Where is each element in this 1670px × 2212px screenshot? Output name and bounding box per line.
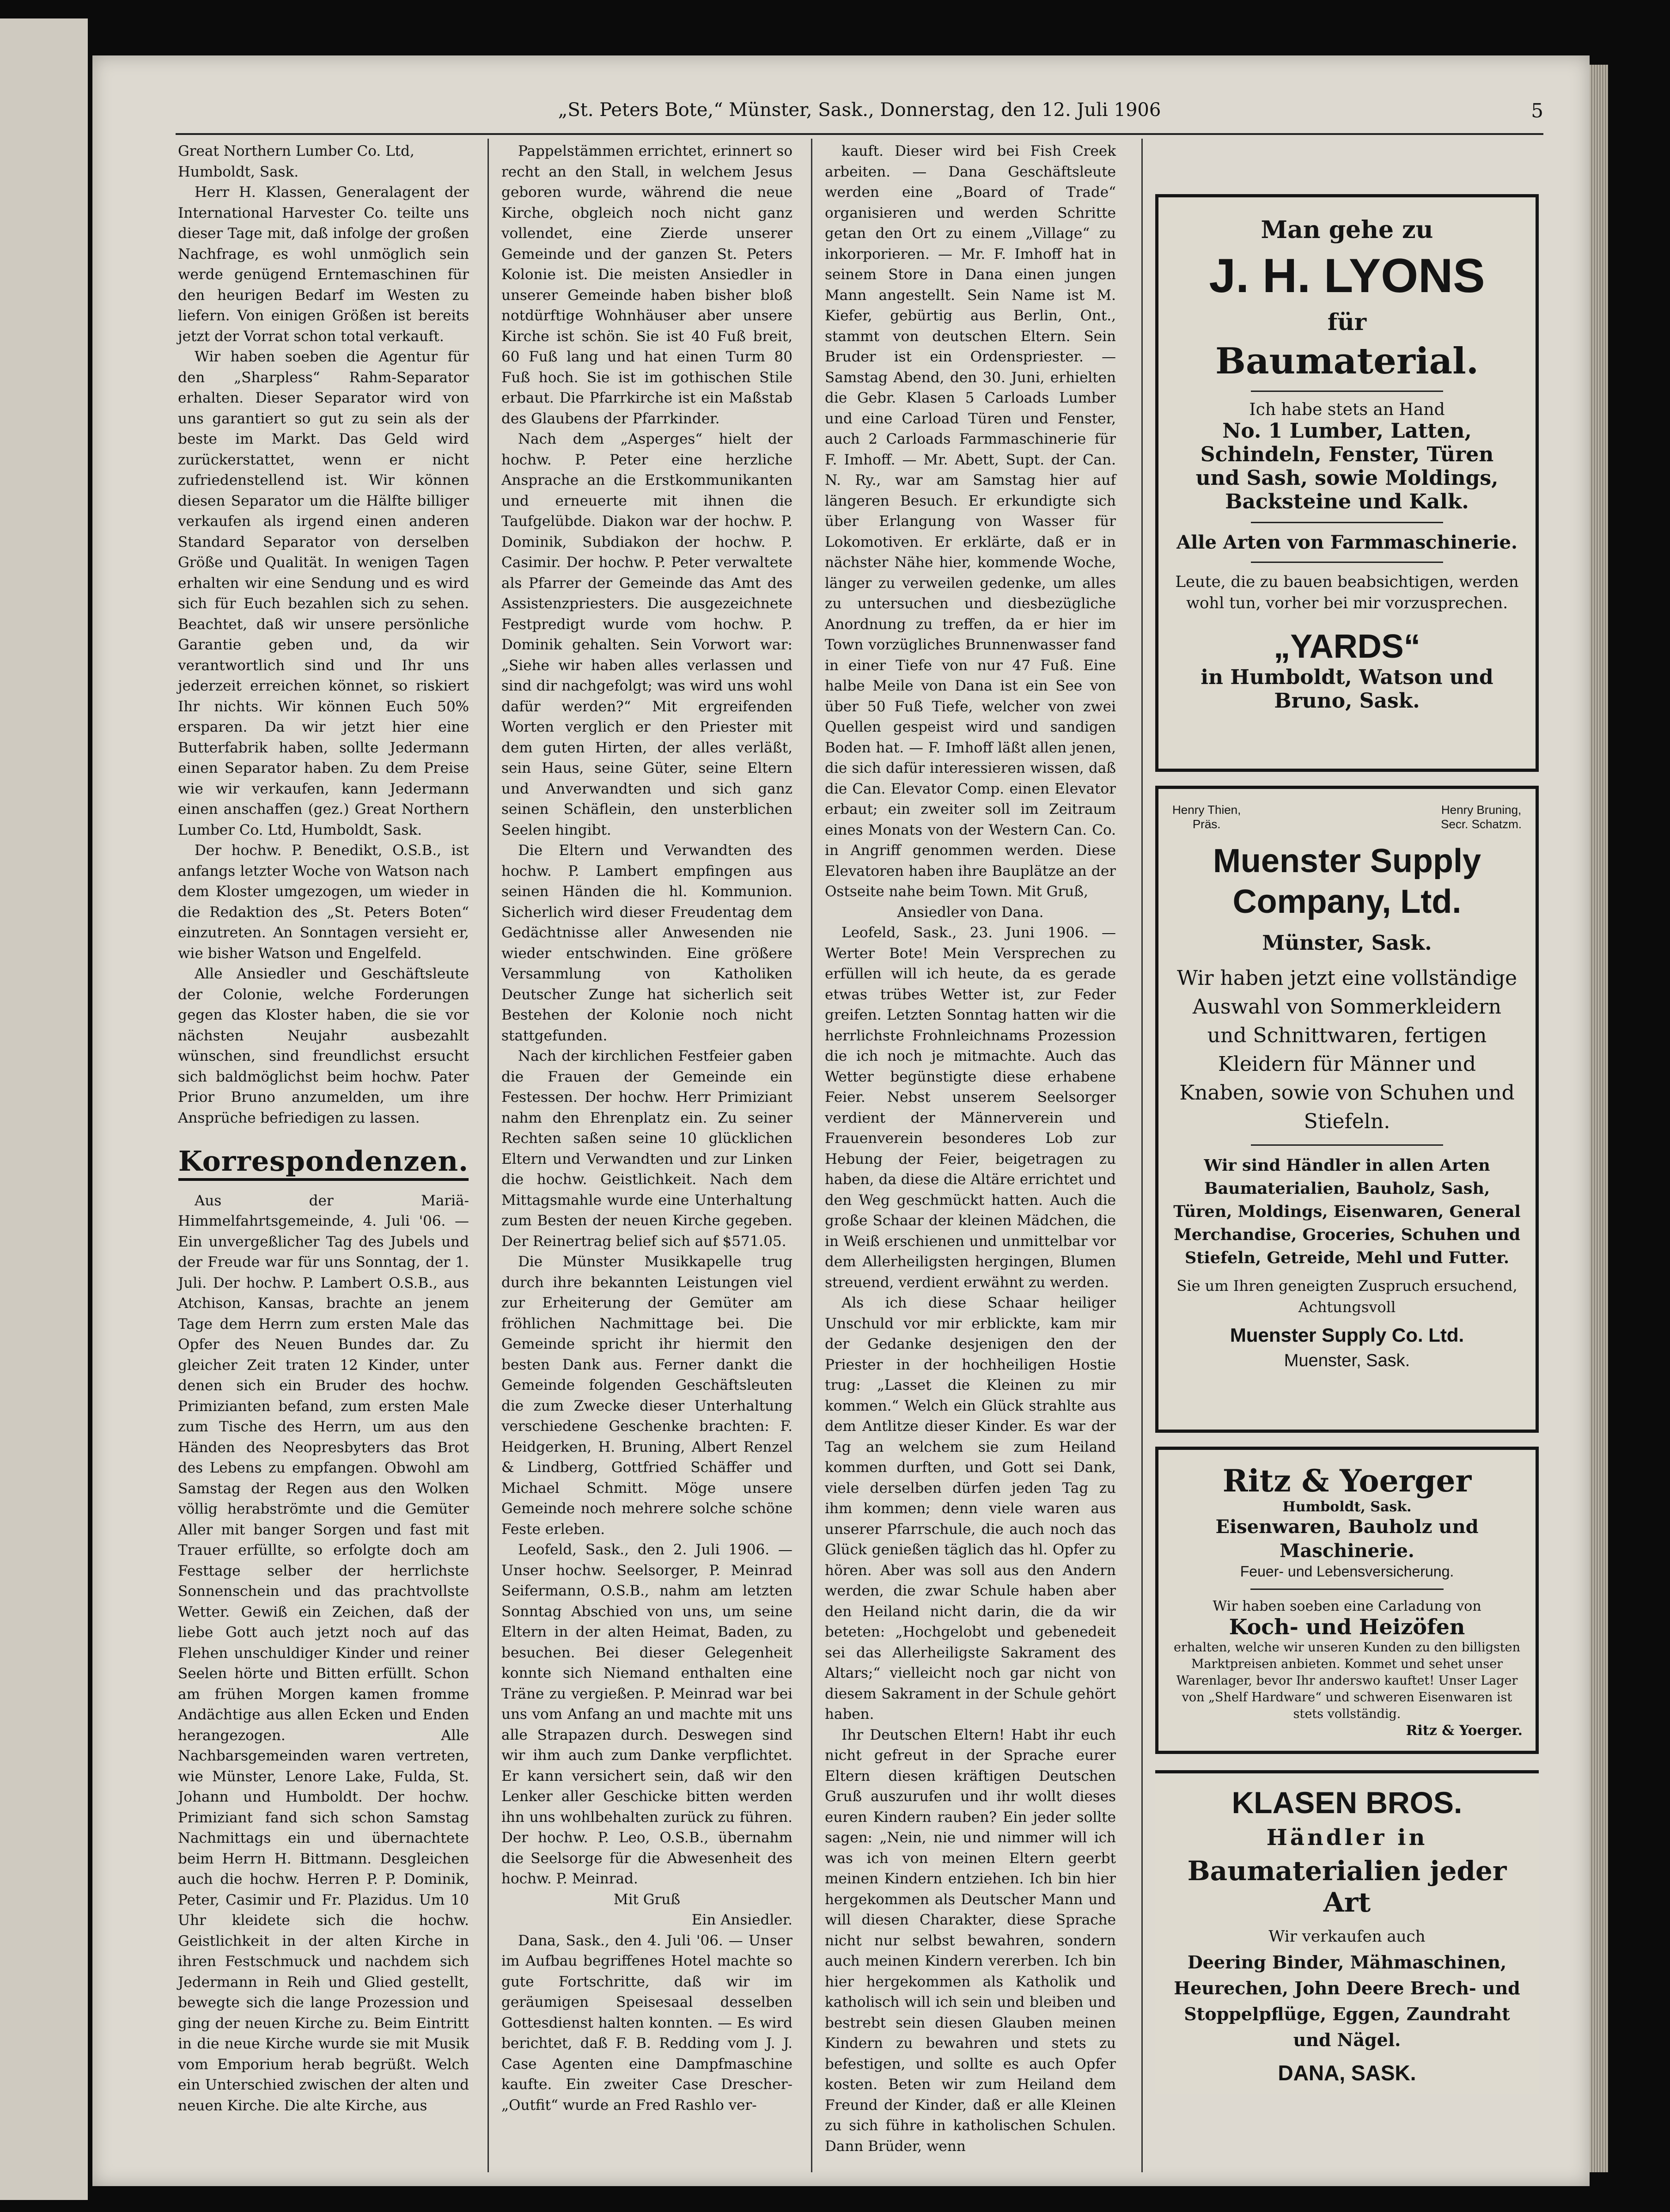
- ad-name: KLASEN BROS.: [1231, 1785, 1463, 1820]
- paragraph: Nach dem „Asperges“ hielt der hochw. P. Peter eine herzliche Ansprache an die Erstkommunikanten und erneuerte mit ihnen die Taufgelübde. Diakon war der hochw. P. Dominik, Subdiakon der hochw. P. Casimir. Der hochw. P. Peter verwaltete als Pfarrer der Gemeinde das Amt des Assistenzpriesters. Die ausgezeichnete Festpredigt wurde vom hochw. P. Dominik gehalten. Sein Vorwort war: „Siehe wir haben alles verlassen und sind dir nachgefolgt; was wird uns wohl dafür werden?“ Mit ergreifenden Worten verglich er den Priester mit dem guten Hirten, der alles verläßt, sein Haus, seine Güter, seine Eltern und Anverwandten und sich ganz seinen Schäflein, den unsterblichen Seelen hingibt.: [501, 431, 792, 838]
- ad-muenster-supply: [1155, 786, 1539, 1433]
- column-3: [825, 141, 1116, 2157]
- ad-rule: [1250, 1589, 1444, 1590]
- ad-signature: Muenster Supply Co. Ltd.: [1230, 1324, 1464, 1346]
- officer-title: Präs.: [1192, 817, 1221, 831]
- ad-line: Man gehe zu: [1261, 216, 1433, 244]
- paragraph: Leofeld, Sask., 23. Juni 1906. — Werter Bote! Mein Versprechen zu erfüllen will ich heute, da es gerade etwas trübes Wetter ist, zur Feder greifen. Letzten Sonntag hatten wir die herrlichste Frohnleichnams Prozession die ich noch je mitmachte. Auch das Wetter begünstigte diese erhabene Feier. Nebst unserem Seelsorger verdient der Männerverein und Frauenverein besonderes Lob zur Hebung der Feier, beigetragen zu haben, da diese die Altäre errichtet und den Weg geschmückt hatten. Auch die große Schaar der kleinen Mädchen, die in Weiß erschienen und unmittelbar vor dem Allerheiligsten hergingen, Blumen streuend, verdient erwähnt zu werden.: [825, 924, 1116, 1291]
- ad-city: Muenster, Sask.: [1284, 1351, 1410, 1370]
- ad-line: Baumaterialien jeder Art: [1187, 1855, 1507, 1918]
- page-header: [176, 99, 1543, 136]
- ad-text: Deering Binder, Mähmaschinen, Heurechen, John Deere Brech- und Stoppelpflüge, Eggen, Zaundraht und Nägel.: [1174, 1952, 1520, 2050]
- ad-line: Koch- und Heizöfen: [1229, 1614, 1465, 1639]
- ad-lyons: [1155, 194, 1539, 772]
- ad-city: Münster, Sask.: [1262, 931, 1432, 955]
- ad-line: Humboldt, Sask.: [1282, 1499, 1412, 1515]
- paragraph: Ihr Deutschen Eltern! Habt ihr euch nicht gefreut in der Sprache eurer Eltern diesen kräftigen Deutschen Gruß auszurufen und ihr wollt dieses euren Kindern rauben? Ein jeder sollte sagen: „Nein, nie und nimmer will ich was ich von meinen Eltern geerbt meinen Kindern entziehen. Ich bin hier hergekommen als Deutscher Mann und will diesen Charakter, diese Sprache nicht nur selbst bewahren, sondern auch meinen Kindern vererben. Ich bin hier hergekommen als Katholik und katholisch will ich sein und bleiben und bestrebt sein diesen Glauben meinen Kindern zu bewahren und stets zu befestigen, und sollte es auch Opfer kosten. Beten wir zum Heiland dem Freund der Kinder, daß er alle Kleinen zu sich führe in katholischen Schulen. Dann Brüder, wenn: [825, 1726, 1116, 2155]
- adjacent-page-strip: [0, 18, 88, 2200]
- signature: Ein Ansiedler.: [691, 1912, 792, 1928]
- officer-title: Secr. Schatzm.: [1441, 817, 1522, 831]
- officer-name: Henry Bruning,: [1441, 803, 1522, 817]
- paragraph: Wir haben soeben die Agentur für den „Sharpless“ Rahm-Separator erhalten. Dieser Separator wird von uns garantiert so gut zu sein als der beste im Markt. Das Geld wird zurückerstattet, wenn er nicht zufriedenstellend ist. Wir können diesen Separator um die Hälfte billiger verkaufen als irgend einen anderen Standard Separator von derselben Größe und Qualität. In wenigen Tagen erhalten wir eine Sendung und es wird sich für Euch bezahlen sich zu sehen. Beachtet, daß wir unsere persönliche Garantie geben und, da wir verantwortlich sind und Ihr uns jederzeit erreichen könnet, so riskiert Ihr nichts. Wir können Euch 50% ersparen. Da wir jetzt hier eine Butterfabrik haben, sollte Jedermann einen Separator haben. Zu dem Preise wie wir verkaufen, kann Jedermann einen anschaffen (gez.) Great Northern Lumber Co. Ltd, Humboldt, Sask.: [178, 348, 469, 838]
- ad-line: Wir haben soeben eine Carladung von: [1213, 1598, 1481, 1614]
- ad-rule: [1251, 522, 1443, 523]
- ad-text: erhalten, welche wir unseren Kunden zu den billigsten Marktpreisen anbieten. Kommet und sehet unser Warenlager, bevor Ihr anderswo kauftet! Unser Lager von „Shelf Hardware“ und schweren Eisenwaren ist stets vollständig.: [1173, 1640, 1521, 1721]
- paragraph: Nach der kirchlichen Festfeier gaben die Frauen der Gemeinde ein Festessen. Der hochw. Herr Primiziant nahm den Ehrenplatz ein. Zu seiner Rechten saßen seine 10 glücklichen Eltern und Verwandten und zur Linken die hochw. Geistlichkeit. Nach dem Mittagsmahle wurde eine Unterhaltung zum Besten der neuen Kirche gegeben. Der Reinertrag belief sich auf $571.05.: [501, 1048, 792, 1250]
- book-edge: [1590, 65, 1608, 2172]
- officer-name: Henry Thien,: [1172, 803, 1241, 817]
- column-divider: [1141, 139, 1143, 2172]
- ad-name: J. H. LYONS: [1209, 249, 1485, 303]
- ad-line: Backsteine und Kalk.: [1225, 490, 1469, 513]
- ad-line: und Sash, sowie Moldings,: [1195, 466, 1499, 490]
- paragraph: Leofeld, Sask., den 2. Juli 1906. — Unser hochw. Seelsorger, P. Meinrad Seifermann, O.S.B., nahm am letzten Sonntag Abschied von uns, um seine Eltern in der alten Heimat, Baden, zu besuchen. Bei dieser Gelegenheit konnte sich Niemand enthalten eine Träne zu vergießen. P. Meinrad war bei uns vom Anfang an und machte mit uns alle Strapazen durch. Deswegen sind wir ihm auch zum Danke verpflichtet. Er kann versichert sein, daß wir den Lenker aller Geschicke bitten werden ihn uns wohlbehalten zurück zu führen. Der hochw. P. Leo, O.S.B., übernahm die Seelsorge für die Abwesenheit des hochw. P. Meinrad.: [501, 1541, 792, 1887]
- ad-line: Eisenwaren, Bauholz und Maschinerie.: [1215, 1516, 1479, 1562]
- ad-line: „YARDS“: [1274, 628, 1420, 665]
- ad-rule: [1251, 391, 1443, 392]
- ad-line: Leute, die zu bauen beabsichtigen, werden wohl tun, vorher bei mir vorzusprechen.: [1175, 573, 1519, 612]
- paragraph: Als ich diese Schaar heiliger Unschuld vor mir erblickte, kam mir der Gedanke desjenigen den der Priester in der hochheiligen Hostie trug: „Lasset die Kleinen zu mir kommen.“ Welch ein Glück strahlte aus dem Antlitze dieser Kinder. Es war der Tag an welchem sie zum Heiland kommen durften, und Gott sei Dank, viele derselben dürfen jeden Tag zu ihm kommen; denn viele waren aus unserer Pfarrschule, die auch noch das Glück genießen täglich das hl. Opfer zu hören. Aber was soll aus den Andern werden, die zwar Schule haben aber den Heiland nicht darin, die da wir beteten: „Hochgelobt und gebenedeit sei das Allerheiligste Sakrament des Altars;“ vielleicht noch gar nicht von diesem Sakrament in der Schule gehört haben.: [825, 1295, 1116, 1723]
- ad-name: Company, Ltd.: [1232, 883, 1462, 920]
- ad-line: No. 1 Lumber, Latten,: [1222, 419, 1472, 443]
- ad-city: DANA, SASK.: [1278, 2061, 1416, 2085]
- paragraph: Die Münster Musikkapelle trug durch ihre bekannten Leistungen viel zur Erheiterung der Gemüter am fröhlichen Nachmittage bei. Die Gemeinde spricht ihr hiermit den besten Dank aus. Ferner dankt die Gemeinde folgenden Geschäftsleuten die zum Zwecke dieser Unterhaltung verschiedene Geschenke brachten: F. Heidgerken, H. Bruning, Albert Renzel & Lindberg, Gottfried Schäffer und Michael Schmitt. Möge unsere Gemeinde noch mehrere solche schöne Feste erleben.: [501, 1253, 792, 1538]
- paragraph: Alle Ansiedler und Geschäftsleute der Colonie, welche Forderungen gegen das Kloster haben, die sie vor nächsten Neujahr ausbezahlt wünschen, sind freundlichst ersucht sich baldmöglichst beim hochw. Pater Prior Bruno anzumelden, um ihre Ansprüche befriedigen zu lassen.: [178, 965, 469, 1126]
- ad-text: Sie um Ihren geneigten Zuspruch ersuchend, Achtungsvoll: [1176, 1277, 1518, 1316]
- paragraph: Der hochw. P. Benedikt, O.S.B., ist anfangs letzter Woche von Watson nach dem Kloster umgezogen, um wieder in die Redaktion des „St. Peters Boten“ einzutreten. An Sonntagen versieht er, wie bisher Watson und Engelfeld.: [178, 842, 469, 962]
- column-2: [501, 141, 792, 2115]
- ad-ritz-yoerger: [1155, 1447, 1539, 1754]
- paragraph: Great Northern Lumber Co. Ltd, Humboldt, Sask.: [178, 143, 414, 180]
- ad-line: in Humboldt, Watson und: [1201, 666, 1493, 689]
- ad-klasen-bros: [1155, 1770, 1539, 2094]
- ad-line: für: [1327, 308, 1367, 336]
- ad-line: Baumaterial.: [1215, 340, 1479, 382]
- ad-signature: Ritz & Yoerger.: [1406, 1723, 1523, 1739]
- ad-name: Muenster Supply: [1213, 843, 1481, 880]
- ad-line: Wir verkaufen auch: [1268, 1927, 1426, 1946]
- ad-line: Bruno, Sask.: [1274, 689, 1420, 713]
- section-heading: Korrespondenzen.: [178, 1145, 469, 1178]
- ad-line: Händler in: [1266, 1825, 1428, 1851]
- ad-rule: [1251, 1144, 1443, 1146]
- ad-line: Schindeln, Fenster, Türen: [1200, 443, 1494, 466]
- column-1: [178, 141, 469, 2116]
- ad-line: Feuer- und Lebensversicherung.: [1240, 1563, 1454, 1580]
- header-title: „St. Peters Bote,“ Münster, Sask., Donnerstag, den 12. Juli 1906: [558, 99, 1161, 121]
- column-divider: [811, 139, 812, 2172]
- paragraph: Aus der Mariä-Himmelfahrtsgemeinde, 4. Juli '06. — Ein unvergeßlicher Tag des Jubels und der Freude war für uns Sonntag, der 1. Juli. Der hochw. P. Lambert O.S.B., aus Atchison, Kansas, brachte an jenem Tage dem Herrn zum ersten Male das Opfer des Neuen Bundes dar. Zu gleicher Zeit traten 12 Kinder, unter denen sich ein Bruder des hochw. Primizianten befand, zum ersten Male zum Tische des Herrn, um aus den Händen des Neopresbyters das Brot des Lebens zu empfangen. Obwohl am Samstag der Regen aus den Wolken völlig herabströmte und die Gemüter Aller mit banger Sorgen und fast mit Trauer erfüllte, so erfolgte doch am Festtage selber der herrlichste Sonnenschein und das prachtvollste Wetter. Gewiß ein Zeichen, daß der liebe Gott auch jetzt noch auf das Flehen unschuldiger Kinder und reiner Seelen hörte und Bitten erfüllt. Schon am frühen Morgen kamen fromme Andächtige aus allen Ecken und Enden herangezogen. Alle Nachbarsgemeinden waren vertreten, wie Münster, Lenore Lake, Fulda, St. Johann und Humboldt. Der hochw. Primiziant fand sich schon Samstag Nachmittags ein und übernachtete beim Herrn H. Bittmann. Desgleichen auch die hochw. Herren P. P. Dominik, Peter, Casimir und Fr. Plazidus. Um 10 Uhr kleidete sich die hochw. Geistlichkeit in der alten Kirche in ihren Festschmuck und nachdem sich Jedermann in Reih und Glied gestellt, bewegte sich die lange Prozession und ging der neuen Kirche zu. Beim Eintritt in die neue Kirche wurde sie mit Musik vom Emporium herab begrüßt. Welch ein Unterschied zwischen der alten und neuen Kirche. Die alte Kirche, aus: [178, 1192, 469, 2114]
- ad-line: Alle Arten von Farmmaschinerie.: [1176, 532, 1518, 553]
- paragraph: Die Eltern und Verwandten des hochw. P. Lambert empfingen aus seinen Händen die hl. Kommunion. Sicherlich wird dieser Freudentag dem Gedächtnisse aller Anwesenden nie wieder entschwinden. Eine größere Versammlung von Katholiken Deutscher Zunge hat sicherlich seit Bestehen der Kolonie noch nicht stattgefunden.: [501, 842, 792, 1044]
- ad-line: Ich habe stets an Hand: [1249, 400, 1445, 419]
- paragraph: Herr H. Klassen, Generalagent der International Harvester Co. teilte uns dieser Tage mit, daß infolge der großen Nachfrage, es wohl unmöglich sein werde genügend Erntemaschinen für den heurigen Bedarf im Westen zu liefern. Von einigen Größen ist bereits jetzt der Vorrat schon total verkauft.: [178, 184, 469, 345]
- paragraph: kauft. Dieser wird bei Fish Creek arbeiten. — Dana Geschäftsleute werden eine „Board of Trade“ organisieren und werden Schritte getan den Ort zu einem „Village“ zu inkorporieren. — Mr. F. Imhoff hat in seinem Store in Dana einen jungen Mann angestellt. Sein Name ist M. Kiefer, gebürtig aus Berlin, Ont., stammt von deutschen Eltern. Sein Bruder ist ein Ordenspriester. — Samstag Abend, den 30. Juni, erhielten die Gebr. Klasen 5 Carloads Lumber und eine Carload Türen und Fenster, auch 2 Carloads Farmmaschinerie für F. Imhoff. — Mr. Abett, Supt. der Can. N. Ry., war am Samstag hier auf längeren Besuch. Er erkundigte sich über Erlangung von Wasser für Lokomotiven. Er erklärte, daß er in nächster Nähe hier, kommende Woche, länger zu verweilen gedenke, um alles zu untersuchen und diesbezügliche Anordnung zu treffen, da er hier im Town vorzügliches Brunnenwasser fand in einer Tiefe von nur 47 Fuß. Eine halbe Meile von Dana ist ein See von über 50 Fuß Tiefe, welcher von zwei Quellen gespeist wird und sandigen Boden hat. — F. Imhoff läßt allen jenen, die sich dafür interessieren wissen, daß die Can. Elevator Comp. einen Elevator erbaut; ein zweiter soll im Zeitraum eines Monats von der Western Can. Co. in Angriff genommen werden. Diese Elevatoren haben ihre Bauplätze an der Ostseite nahe beim Town. Mit Gruß,: [825, 143, 1116, 900]
- header-rule: [176, 133, 1543, 135]
- page-number: 5: [1531, 99, 1543, 122]
- ad-rule: [1251, 562, 1443, 563]
- paragraph: Dana, Sask., den 4. Juli '06. — Unser im Aufbau begriffenes Hotel machte so gute Fortschritte, daß wir im geräumigen Speisesaal desselben Gottesdienst halten konnten. — Es wird berichtet, daß F. B. Redding vom J. J. Case Agenten eine Dampfmaschine kaufte. Ein zweiter Case Drescher-„Outfit“ wurde an Fred Rashlo ver-: [501, 1932, 792, 2114]
- ad-officers: [1172, 803, 1522, 831]
- signature: Ansiedler von Dana.: [897, 904, 1044, 921]
- column-divider: [488, 139, 489, 2172]
- ad-text: Wir haben jetzt eine vollständige Auswahl von Sommerkleidern und Schnittwaren, fertigen Kleidern für Männer und Knaben, sowie von Schuhen und Stiefeln.: [1176, 966, 1518, 1133]
- ad-name: Ritz & Yoerger: [1222, 1463, 1472, 1499]
- greeting: Mit Gruß: [613, 1891, 681, 1908]
- ad-text: Wir sind Händler in allen Arten Baumaterialien, Bauholz, Sash, Türen, Moldings, Eisenwaren, General Merchandise, Groceries, Schuhen und Stiefeln, Getreide, Mehl und Futter.: [1173, 1156, 1521, 1267]
- paragraph: Pappelstämmen errichtet, erinnert so recht an den Stall, in welchem Jesus geboren wurde, während die neue Kirche, obgleich noch nicht ganz vollendet, eine Zierde unserer Gemeinde und der ganzen St. Peters Kolonie ist. Die meisten Ansiedler in unserer Gemeinde haben bisher bloß notdürftige Wohnhäuser aber unsere Kirche ist schön. Sie ist 40 Fuß breit, 60 Fuß lang und hat einen Turm 80 Fuß hoch. Sie ist im gothischen Stile erbaut. Die Pfarrkirche ist ein Maßstab des Glaubens der Pfarrkinder.: [501, 143, 792, 427]
